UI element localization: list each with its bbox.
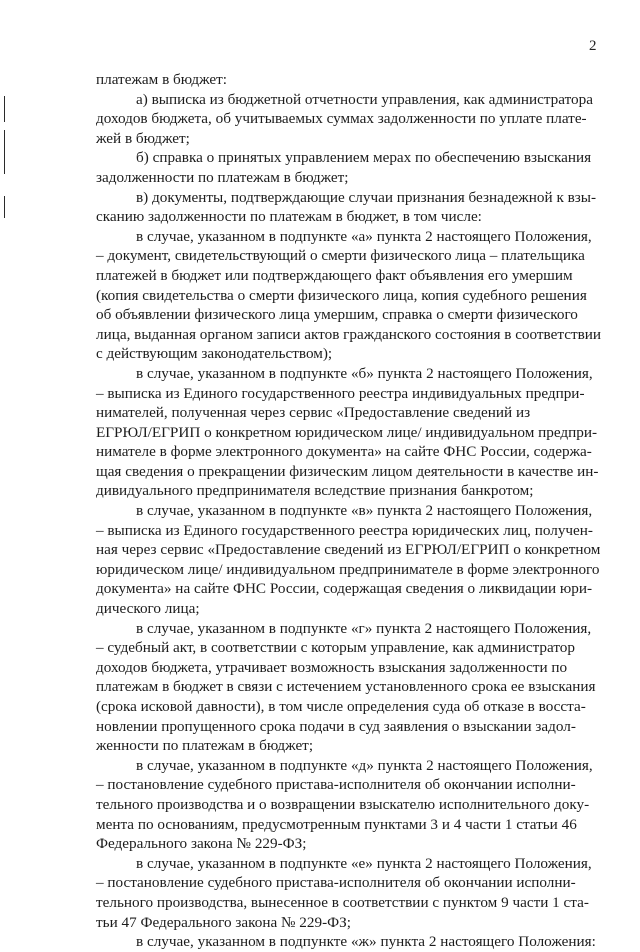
text-line: юридическом лице/ индивидуальном предпринимателе в форме электронного — [96, 560, 600, 578]
text-line: в случае, указанном в подпункте «а» пункта 2 настоящего Положения, — [136, 227, 592, 245]
text-line: задолженности по платежам в бюджет; — [96, 168, 349, 186]
text-line: платежам в бюджет: — [96, 71, 227, 88]
text-line: щая сведения о прекращении физическим лицом деятельности в качестве ин- — [96, 462, 599, 480]
scan-margin-mark — [4, 96, 5, 122]
text-line: лица, выданная органом записи актов гражданского состояния в соответствии — [96, 325, 602, 343]
text-line: в случае, указанном в подпункте «в» пункта 2 настоящего Положения, — [136, 502, 593, 520]
text-line: тельного производства, вынесенное в соответствии с пунктом 9 части 1 ста- — [96, 893, 589, 911]
page-number: 2 — [589, 38, 597, 54]
text-line: новлении пропущенного срока подачи в суд заявления о взыскании задол- — [96, 717, 576, 735]
text-line: а) выписка из бюджетной отчетности управления, как администратора — [136, 90, 593, 108]
text-line: в случае, указанном в подпункте «ж» пункта 2 настоящего Положения: — [136, 933, 596, 951]
text-line: тьи 47 Федерального закона № 229-ФЗ; — [96, 913, 351, 931]
text-line: в) документы, подтверждающие случаи признания безнадежной к взы- — [136, 188, 597, 206]
text-line: в случае, указанном в подпункте «д» пункта 2 настоящего Положения, — [136, 756, 593, 774]
text-line: – постановление судебного пристава-исполнителя об окончании исполни- — [96, 874, 576, 892]
text-line: в случае, указанном в подпункте «г» пункта 2 настоящего Положения, — [136, 619, 592, 637]
text-line: нимателей, полученная через сервис «Предоставление сведений из — [96, 404, 531, 422]
scan-margin-mark — [4, 196, 5, 218]
text-line: сканию задолженности по платежам в бюджет, в том числе: — [96, 208, 482, 226]
text-line: дического лица; — [96, 600, 200, 618]
text-line: ЕГРЮЛ/ЕГРИП о конкретном юридическом лице/ индивидуальном предпри- — [96, 423, 597, 441]
text-line: – документ, свидетельствующий о смерти физического лица – плательщика — [96, 247, 585, 265]
text-line: – судебный акт, в соответствии с которым управление, как администратор — [96, 639, 575, 657]
text-line: с действующим законодательством); — [96, 345, 333, 363]
text-line: платежам в бюджет в связи с истечением установленного срока ее взыскания — [96, 678, 596, 696]
text-line: нимателе в форме электронного документа» на сайте ФНС России, содержа- — [96, 443, 592, 461]
text-line: Федерального закона № 229-ФЗ; — [96, 835, 307, 853]
text-line: (копия свидетельства о смерти физического лица, копия судебного решения — [96, 286, 587, 304]
text-line: платежей в бюджет или подтверждающего факт объявления его умершим — [96, 266, 573, 284]
text-line: документа» на сайте ФНС России, содержащая сведения о ликвидации юри- — [96, 580, 593, 598]
text-line: жей в бюджет; — [96, 129, 190, 147]
text-line: – выписка из Единого государственного реестра индивидуальных предпри- — [96, 384, 585, 402]
text-line: об объявлении физического лица умершим, справка о смерти физического — [96, 306, 578, 324]
text-line: – выписка из Единого государственного реестра юридических лиц, получен- — [96, 521, 593, 539]
text-line: в случае, указанном в подпункте «е» пункта 2 настоящего Положения, — [136, 854, 592, 872]
text-line: ная через сервис «Предоставление сведений из ЕГРЮЛ/ЕГРИП о конкретном — [96, 541, 601, 559]
scan-margin-mark — [4, 130, 5, 174]
text-line: женности по платежам в бюджет; — [96, 737, 314, 755]
document-body-text — [96, 70, 601, 952]
text-line: тельного производства и о возвращении взыскателю исполнительного доку- — [96, 795, 590, 813]
text-line: б) справка о принятых управлением мерах по обеспечению взыскания — [136, 149, 592, 167]
text-line: в случае, указанном в подпункте «б» пункта 2 настоящего Положения, — [136, 364, 593, 382]
text-line: дивидуального предпринимателя вследствие признания банкротом; — [96, 482, 534, 500]
text-line: доходов бюджета, утрачивает возможность взыскания задолженности по — [96, 658, 568, 676]
text-line: (срока исковой давности), в том числе определения суда об отказе в восста- — [96, 698, 586, 715]
text-line: мента по основаниям, предусмотренным пунктами 3 и 4 части 1 статьи 46 — [96, 815, 577, 833]
text-line: доходов бюджета, об учитываемых суммах задолженности по уплате плате- — [96, 110, 587, 128]
text-line: – постановление судебного пристава-исполнителя об окончании исполни- — [96, 776, 576, 794]
